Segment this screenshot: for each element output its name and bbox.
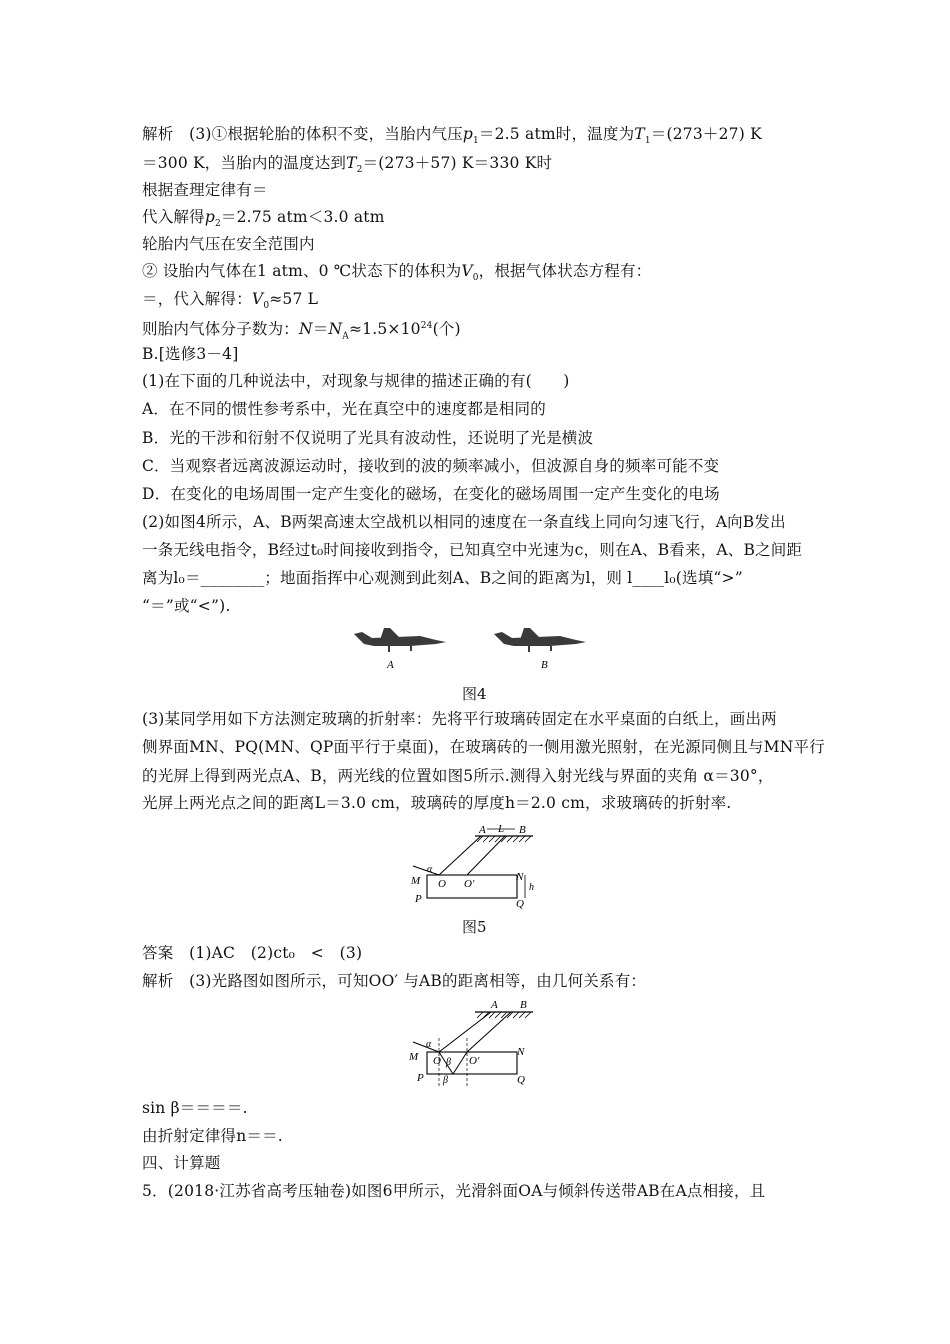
svg-text:A: A: [479, 824, 486, 836]
text-line: sin β＝＝＝＝.: [142, 1099, 248, 1117]
figure-5-diagram: [405, 820, 555, 910]
text-line: “＝”或“<”).: [142, 597, 231, 615]
option-d: D．在变化的电场周围一定产生变化的磁场，在变化的磁场周围一定产生变化的电场: [142, 485, 720, 503]
text-line: 的光屏上得到两光点A、B，两光线的位置如图5所示.测得入射光线与界面的夹角 α＝30°，: [142, 767, 774, 785]
option-b: B．光的干涉和衍射不仅说明了光具有波动性，还说明了光是横波: [142, 429, 594, 447]
text-line: ② 设胎内气体在1 atm、0 ℃状态下的体积为$V_0$，根据气体状态方程有：: [142, 262, 652, 284]
question-stem: (1)在下面的几种说法中，对现象与规律的描述正确的有( ): [142, 372, 570, 390]
text-line: 侧界面MN、PQ(MN、QP面平行于桌面)，在玻璃砖的一侧用激光照射，在光源同侧且与MN平行: [142, 738, 825, 756]
svg-text:N: N: [516, 871, 524, 883]
svg-text:A: A: [491, 999, 498, 1011]
text-line: 由折射定律得n＝＝.: [142, 1127, 283, 1145]
svg-text:B: B: [520, 999, 527, 1011]
figure-light-path-diagram: [405, 998, 555, 1090]
text-line: 离为l₀＝________；地面指挥中心观测到此刻A、B之间的距离为l，则 l____l₀(选填“>”: [142, 569, 743, 587]
svg-text:N: N: [517, 1046, 525, 1058]
svg-text:O′: O′: [464, 878, 475, 890]
option-c: C．当观察者远离波源运动时，接收到的波的频率减小，但波源自身的频率可能不变: [142, 457, 720, 475]
svg-text:α: α: [426, 1039, 432, 1050]
svg-text:O: O: [433, 1055, 441, 1067]
section-heading: 四、计算题: [142, 1154, 221, 1172]
text-line: 则胎内气体分子数为：$N=N_A\approx 1.5\times 10^{24}$(个): [142, 320, 461, 342]
text-line: 根据查理定律有＝: [142, 181, 268, 199]
svg-text:h: h: [529, 882, 534, 893]
text-line: 5．(2018·江苏省高考压轴卷)如图6甲所示，光滑斜面OA与倾斜传送带AB在A点相接，且: [142, 1182, 766, 1200]
svg-text:O: O: [438, 878, 446, 890]
text-line: 解析 (3)光路图如图所示，可知OO′ 与AB的距离相等，由几何关系有：: [142, 972, 647, 990]
text-line: 轮胎内气压在安全范围内: [142, 235, 315, 253]
figure-4-caption: 图4: [462, 685, 487, 703]
svg-text:P: P: [415, 893, 422, 905]
jet-b-icon: [494, 628, 586, 652]
figure-4-jets: [350, 622, 610, 678]
text-line: 代入解得$p_2=2.75$ atm＜3.0 atm: [142, 208, 385, 230]
text-line: (2)如图4所示，A、B两架高速太空战机以相同的速度在一条直线上同向匀速飞行，A向B发出: [142, 513, 786, 531]
svg-text:M: M: [411, 875, 421, 887]
svg-text:Q: Q: [517, 1074, 525, 1086]
svg-text:α: α: [427, 864, 433, 875]
svg-text:O′: O′: [469, 1055, 480, 1067]
text-line: B.[选修3－4]: [142, 345, 239, 363]
option-a: A．在不同的惯性参考系中，光在真空中的速度都是相同的: [142, 400, 546, 418]
answer-line: 答案 (1)AC (2)ct₀ < (3): [142, 944, 363, 962]
svg-text:B: B: [519, 824, 526, 836]
svg-text:P: P: [417, 1072, 424, 1084]
svg-text:β: β: [443, 1075, 448, 1086]
svg-text:L: L: [498, 823, 505, 835]
jet-a-icon: [354, 628, 446, 652]
text-line: 解析 (3)①根据轮胎的体积不变，当胎内气压$p_1=2.5$ atm时，温度为$T_1=(273+27)$ K: [142, 125, 762, 147]
text-line: 光屏上两光点之间的距离L＝3.0 cm，玻璃砖的厚度h＝2.0 cm，求玻璃砖的折射率.: [142, 794, 732, 812]
text-line: (3)某同学用如下方法测定玻璃的折射率：先将平行玻璃砖固定在水平桌面的白纸上，画出两: [142, 710, 777, 728]
jet-b-label: B: [541, 659, 548, 671]
jet-a-label: A: [387, 659, 394, 671]
text-line: ＝300 K，当胎内的温度达到$T_2=(273+57)$ K＝330 K时: [142, 154, 553, 176]
svg-text:Q: Q: [516, 898, 524, 910]
text-line: ＝，代入解得：$V_0\approx 57$ L: [142, 290, 319, 312]
text-line: 一条无线电指令，B经过t₀时间接收到指令，已知真空中光速为c，则在A、B看来，A、B之间距: [142, 541, 803, 559]
svg-text:M: M: [409, 1051, 419, 1063]
svg-text:β: β: [446, 1057, 451, 1068]
figure-5-caption: 图5: [462, 918, 487, 936]
